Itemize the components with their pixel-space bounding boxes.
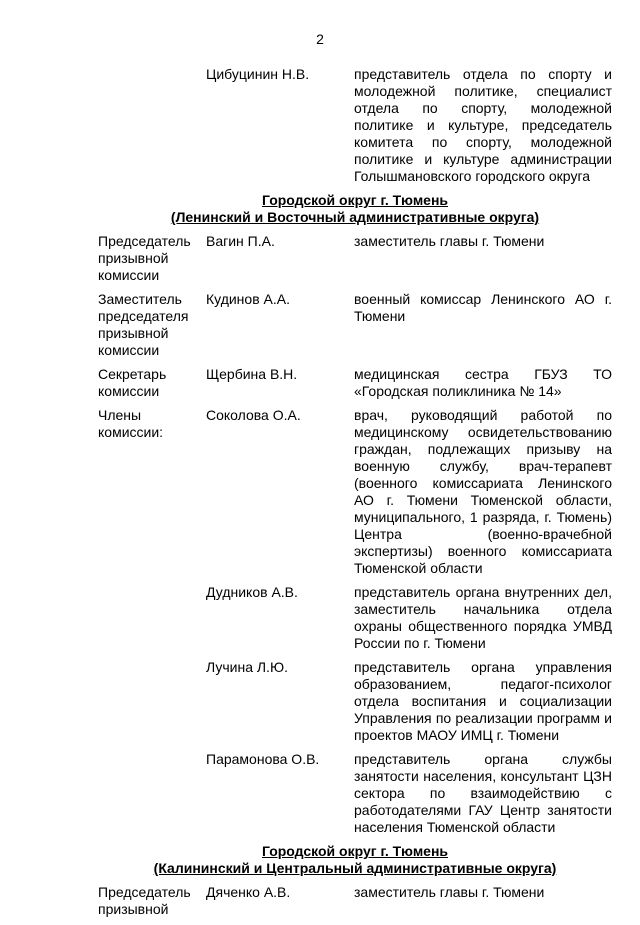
member-row <box>98 366 612 400</box>
section-golyshmanovo <box>98 66 612 185</box>
section-heading <box>98 843 612 877</box>
member-name: Дяченко А.В. <box>206 884 291 900</box>
member-position: заместитель главы г. Тюмени <box>354 884 545 900</box>
member-row <box>98 233 612 284</box>
member-position: врач, руководящий работой по медицинскому освидетельствованию граждан, подлежащих призыву на военную службу, врач-терапевт (военного комиссариата Ленинского АО г. Тюмени Тюменской области, муниципального, 1 разряда, г. Тюмень) Центра (военно-врачебной экспертизы) военного комиссариата Тюменской области <box>354 407 612 576</box>
member-role: Члены комиссии: <box>98 407 164 440</box>
member-position: представитель отдела по спорту и молодежной политике, специалист отдела по спорту, молодежной политике и культуре, председатель комитета по спорту, молодежной политике и культуре администрации Голышмановского городского округа <box>354 66 612 184</box>
member-role: Заместитель председателя призывной комиссии <box>98 291 189 358</box>
member-name: Щербина В.Н. <box>206 366 298 382</box>
member-name: Кудинов А.А. <box>206 291 290 307</box>
page-number: 2 <box>316 31 324 47</box>
member-row <box>98 407 612 577</box>
member-position: заместитель главы г. Тюмени <box>354 233 545 249</box>
section-heading-title: Городской округ г. Тюмень <box>261 192 449 208</box>
section-heading-subtitle: (Ленинский и Восточный административные округа) <box>170 209 540 225</box>
member-row <box>98 751 612 836</box>
section-tyumen-kalininsky-centralny <box>98 843 612 918</box>
member-name: Дудников А.В. <box>206 584 298 600</box>
member-position: военный комиссар Ленинского АО г. Тюмени <box>354 291 612 324</box>
member-row <box>98 291 612 359</box>
member-name: Соколова О.А. <box>206 407 301 423</box>
member-role: Председатель призывной комиссии <box>98 233 191 283</box>
member-name: Вагин П.А. <box>206 233 275 249</box>
member-row <box>98 659 612 744</box>
member-name: Парамонова О.В. <box>206 751 320 767</box>
member-row <box>98 884 612 918</box>
member-position: медицинская сестра ГБУЗ ТО «Городская поликлиника № 14» <box>354 366 612 399</box>
member-position: представитель органа управления образованием, педагог-психолог отдела воспитания и социализации Управления по реализации программ и проектов МАОУ ИМЦ г. Тюмени <box>354 659 612 743</box>
member-name: Цибуцинин Н.В. <box>206 66 310 82</box>
member-name: Лучина Л.Ю. <box>206 659 288 675</box>
member-role: Председатель призывной <box>98 884 191 917</box>
member-position: представитель органа службы занятости населения, консультант ЦЗН сектора по взаимодействию с работодателями ГАУ Центр занятости населения Тюменской области <box>354 751 612 835</box>
section-heading <box>98 192 612 226</box>
member-row <box>98 584 612 652</box>
section-tyumen-leninsky-vostochny <box>98 192 612 836</box>
commission-list <box>98 66 612 925</box>
section-heading-title: Городской округ г. Тюмень <box>261 843 449 859</box>
member-row <box>98 66 612 185</box>
section-heading-subtitle: (Калининский и Центральный административные округа) <box>153 860 557 876</box>
member-role: Секретарь комиссии <box>98 366 167 399</box>
member-position: представитель органа внутренних дел, заместитель начальника отдела охраны общественного порядка УМВД России по г. Тюмени <box>354 584 612 651</box>
